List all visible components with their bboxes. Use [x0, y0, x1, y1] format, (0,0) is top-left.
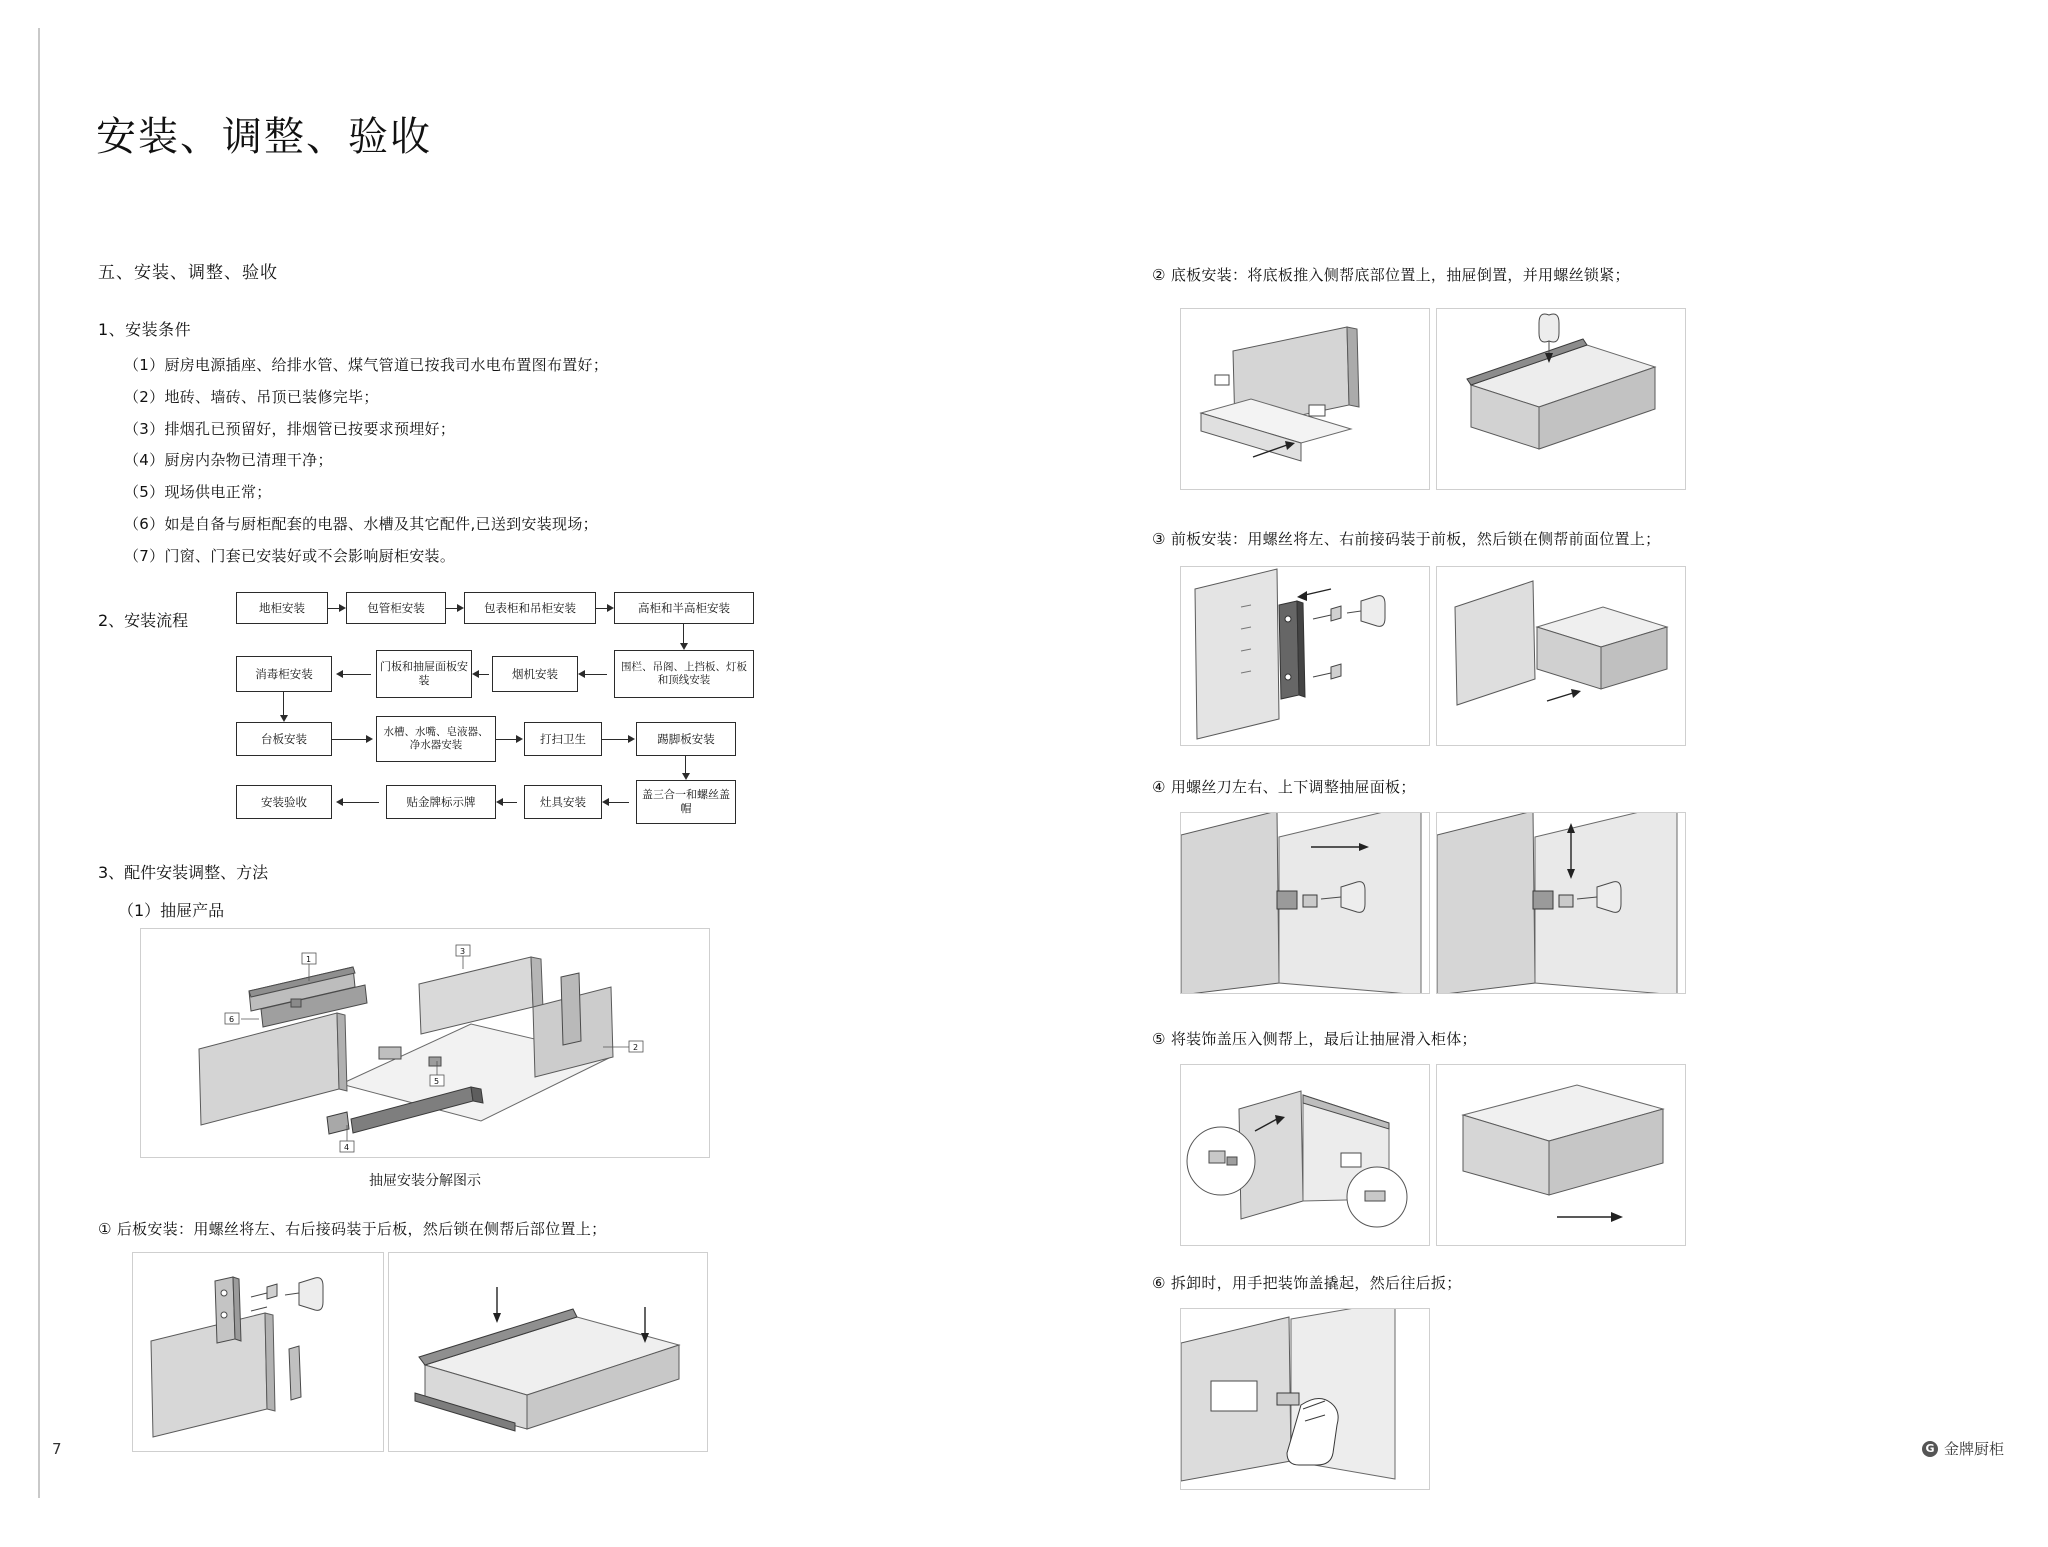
- step4-left-drawing: [1181, 813, 1430, 994]
- flow-node: 安装验收: [236, 785, 332, 819]
- flow-connector: [585, 674, 607, 675]
- figure-step3-right: [1436, 566, 1686, 746]
- flow-node: 烟机安装: [492, 656, 578, 692]
- flow-node: 踢脚板安装: [636, 722, 736, 756]
- step1-left-drawing: [133, 1253, 384, 1452]
- figure-step6: [1180, 1308, 1430, 1490]
- flow-arrow-icon: [336, 798, 343, 806]
- flow-arrow-icon: [578, 670, 585, 678]
- step-3-label: ③ 前板安装：用螺丝将左、右前接码装于前板，然后锁在侧帮前面位置上；: [1152, 530, 1661, 548]
- flow-arrow-icon: [457, 604, 464, 612]
- flow-arrow-icon: [366, 735, 373, 743]
- figure-step5-right: [1436, 1064, 1686, 1246]
- flow-arrow-icon: [628, 735, 635, 743]
- figure-caption: 抽屉安装分解图示: [369, 1173, 481, 1189]
- condition-item: （2）地砖、墙砖、吊顶已装修完毕；: [124, 387, 379, 406]
- step5-right-drawing: [1437, 1065, 1686, 1246]
- flow-node: 消毒柜安装: [236, 656, 332, 692]
- flow-connector: [479, 674, 489, 675]
- flow-node: 围栏、吊阁、上挡板、灯板和顶线安装: [614, 650, 754, 698]
- step1-right-drawing: [389, 1253, 708, 1452]
- step4-right-drawing: [1437, 813, 1686, 994]
- page-number: 7: [52, 1440, 62, 1458]
- flow-node: 包表柜和吊柜安装: [464, 592, 596, 624]
- brand-name: 金牌厨柜: [1943, 1440, 2004, 1458]
- brand-mark-icon: G: [1922, 1441, 1938, 1457]
- flow-connector: [332, 739, 366, 740]
- flow-arrow-icon: [682, 773, 690, 780]
- flow-arrow-icon: [336, 670, 343, 678]
- flow-arrow-icon: [339, 604, 346, 612]
- figure-step2-left: [1180, 308, 1430, 490]
- parts-subheading: （1）抽屉产品: [118, 901, 225, 920]
- flow-node: 灶具安装: [524, 785, 602, 819]
- figure-step1-right: [388, 1252, 708, 1452]
- installation-flowchart: [236, 592, 756, 832]
- figure-step2-right: [1436, 308, 1686, 490]
- condition-item: （7）门窗、门套已安装好或不会影响厨柜安装。: [124, 546, 456, 565]
- conditions-heading: 1、安装条件: [98, 320, 192, 339]
- step2-left-drawing: [1181, 309, 1430, 490]
- page-title: 安装、调整、验收: [96, 114, 432, 160]
- svg-text:4: 4: [344, 1143, 350, 1152]
- step5-left-drawing: [1181, 1065, 1430, 1246]
- step-5-label: ⑤ 将装饰盖压入侧帮上，最后让抽屉滑入柜体；: [1152, 1030, 1477, 1048]
- left-column: [98, 258, 968, 578]
- flow-connector: [503, 802, 517, 803]
- brand-logo: [1922, 1438, 2004, 1459]
- condition-item: （4）厨房内杂物已清理干净；: [124, 451, 333, 470]
- step-2-label: ② 底板安装：将底板推入侧帮底部位置上，抽屉倒置，并用螺丝锁紧；: [1152, 266, 1630, 284]
- flow-connector: [328, 608, 339, 609]
- figure-step3-left: [1180, 566, 1430, 746]
- condition-item: （3）排烟孔已预留好，排烟管已按要求预埋好；: [124, 419, 456, 438]
- flow-arrow-icon: [496, 798, 503, 806]
- flow-node: 盖三合一和螺丝盖帽: [636, 780, 736, 824]
- flow-node: 贴金牌标示牌: [386, 785, 496, 819]
- figure-exploded-drawer: [140, 928, 710, 1158]
- step-6-label: ⑥ 拆卸时，用手把装饰盖撬起，然后往后扳；: [1152, 1274, 1462, 1292]
- flow-arrow-icon: [602, 798, 609, 806]
- flow-connector: [609, 802, 629, 803]
- parts-heading: 3、配件安装调整、方法: [98, 863, 269, 882]
- flow-arrow-icon: [472, 670, 479, 678]
- step-1-label: ① 后板安装：用螺丝将左、右后接码装于后板，然后锁在侧帮后部位置上；: [98, 1220, 607, 1238]
- flow-connector: [343, 802, 379, 803]
- step6-drawing: [1181, 1309, 1430, 1490]
- flow-node: 台板安装: [236, 722, 332, 756]
- step2-right-drawing: [1437, 309, 1686, 490]
- flow-node: 门板和抽屉面板安装: [376, 650, 472, 698]
- flow-arrow-icon: [607, 604, 614, 612]
- figure-step5-left: [1180, 1064, 1430, 1246]
- condition-item: （1）厨房电源插座、给排水管、煤气管道已按我司水电布置图布置好；: [124, 356, 609, 374]
- svg-text:1: 1: [306, 955, 312, 964]
- flow-arrow-icon: [280, 715, 288, 722]
- flow-connector: [496, 739, 516, 740]
- flow-connector: [446, 608, 457, 609]
- flow-connector: [683, 624, 684, 643]
- step3-right-drawing: [1437, 567, 1686, 746]
- flow-connector: [283, 692, 284, 715]
- figure-step4-right: [1436, 812, 1686, 994]
- flow-node: 打扫卫生: [524, 722, 602, 756]
- flow-node: 包管柜安装: [346, 592, 446, 624]
- exploded-drawer-drawing: [141, 929, 710, 1158]
- svg-text:2: 2: [633, 1043, 639, 1052]
- svg-text:5: 5: [434, 1077, 440, 1086]
- flow-node: 地柜安装: [236, 592, 328, 624]
- flow-connector: [596, 608, 607, 609]
- flow-node: 高柜和半高柜安装: [614, 592, 754, 624]
- condition-item: （6）如是自备与厨柜配套的电器、水槽及其它配件,已送到安装现场；: [124, 514, 598, 533]
- flow-arrow-icon: [516, 735, 523, 743]
- svg-text:6: 6: [229, 1015, 235, 1024]
- condition-item: （5）现场供电正常；: [124, 483, 272, 501]
- flow-arrow-icon: [680, 643, 688, 650]
- flow-connector: [685, 756, 686, 773]
- flow-connector: [343, 674, 371, 675]
- section-heading: 五、安装、调整、验收: [98, 263, 278, 283]
- step-4-label: ④ 用螺丝刀左右、上下调整抽屉面板；: [1152, 778, 1416, 796]
- figure-step4-left: [1180, 812, 1430, 994]
- figure-step1-left: [132, 1252, 384, 1452]
- page-spine-rule: [38, 28, 40, 1498]
- flow-heading: 2、安装流程: [98, 611, 189, 630]
- svg-text:3: 3: [460, 947, 466, 956]
- flow-node: 水槽、水嘴、皂液器、净水器安装: [376, 716, 496, 762]
- step3-left-drawing: [1181, 567, 1430, 746]
- flow-connector: [602, 739, 628, 740]
